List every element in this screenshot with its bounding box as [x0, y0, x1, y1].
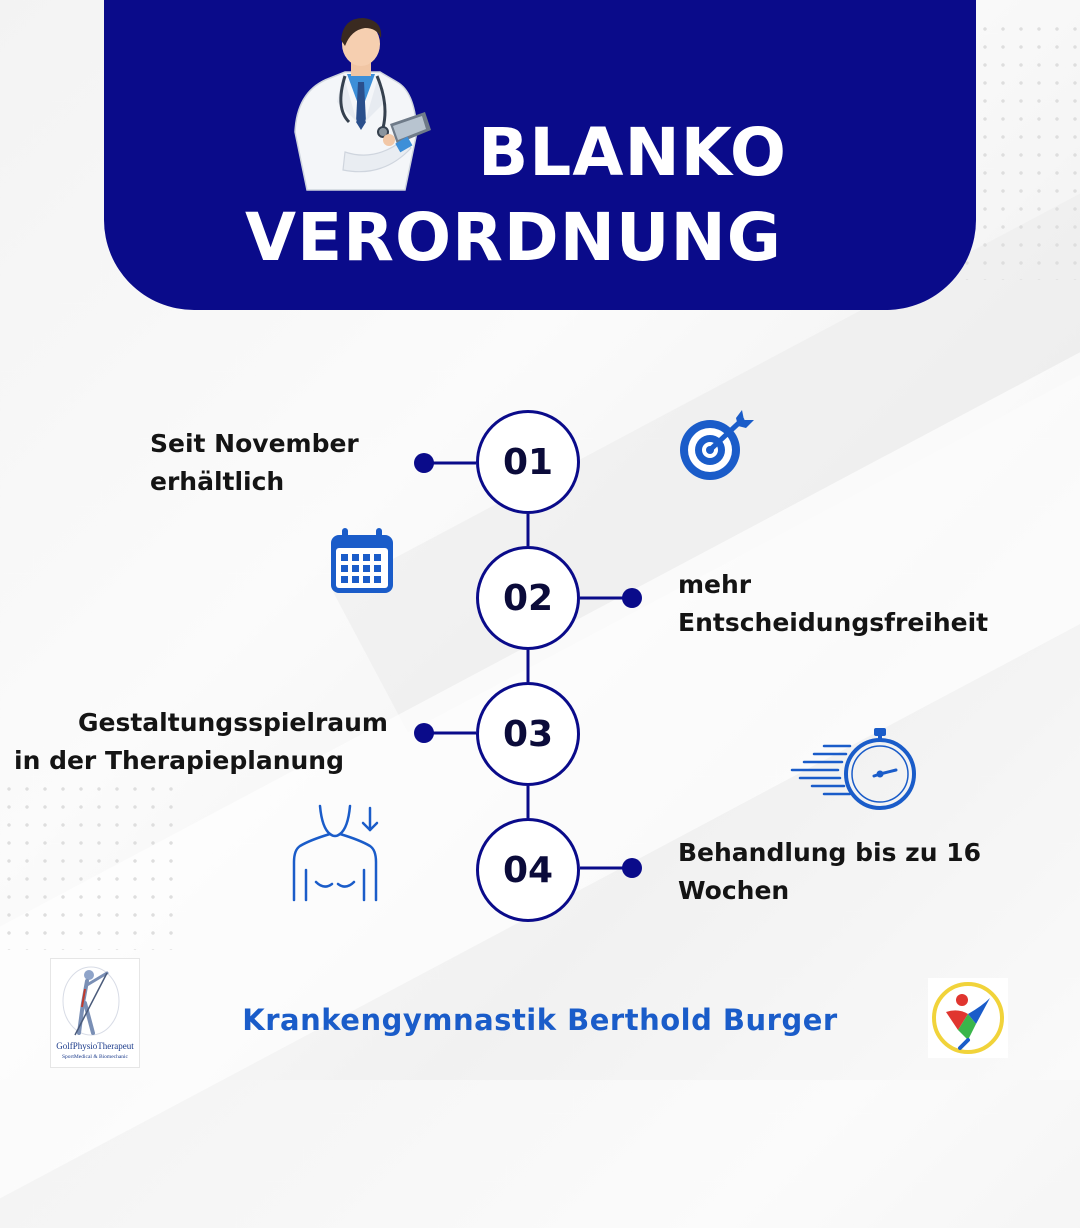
step-04-line-1: Behandlung bis zu 16: [678, 838, 982, 867]
logo-left-title: GolfPhysioTherapeut: [56, 1041, 134, 1051]
title-line-1: BLANKO: [478, 114, 787, 191]
practice-name: Krankengymnastik Berthold Burger: [242, 1003, 838, 1037]
step-02-text: [678, 566, 988, 642]
logo-left-subtitle: SportMedical & Biomechanic: [62, 1054, 128, 1060]
step-number-01: 01: [476, 410, 580, 514]
calendar-icon: [328, 526, 396, 596]
target-icon: [676, 408, 760, 484]
body-posture-icon: [290, 800, 390, 904]
practice-logo: [928, 978, 1008, 1058]
step-02-line-1: mehr: [678, 570, 752, 599]
golfer-figure-icon: [51, 961, 139, 1041]
stopwatch-icon: [790, 724, 920, 816]
golfphysiotherapeut-logo: [50, 958, 140, 1068]
step-01-line-2: erhältlich: [150, 467, 285, 496]
step-03-line-1: Gestaltungsspielraum: [78, 708, 388, 737]
step-03-text: [14, 704, 388, 780]
step-03-line-2: in der Therapieplanung: [14, 746, 345, 775]
step-04-line-2: Wochen: [678, 876, 790, 905]
step-01-text: [150, 425, 359, 501]
step-number-03: 03: [476, 682, 580, 786]
step-01-line-1: Seit November: [150, 429, 359, 458]
step-04-text: [678, 834, 981, 910]
step-number-02: 02: [476, 546, 580, 650]
step-02-line-2: Entscheidungsfreiheit: [678, 608, 989, 637]
title-line-2: VERORDNUNG: [245, 199, 782, 276]
step-number-04: 04: [476, 818, 580, 922]
